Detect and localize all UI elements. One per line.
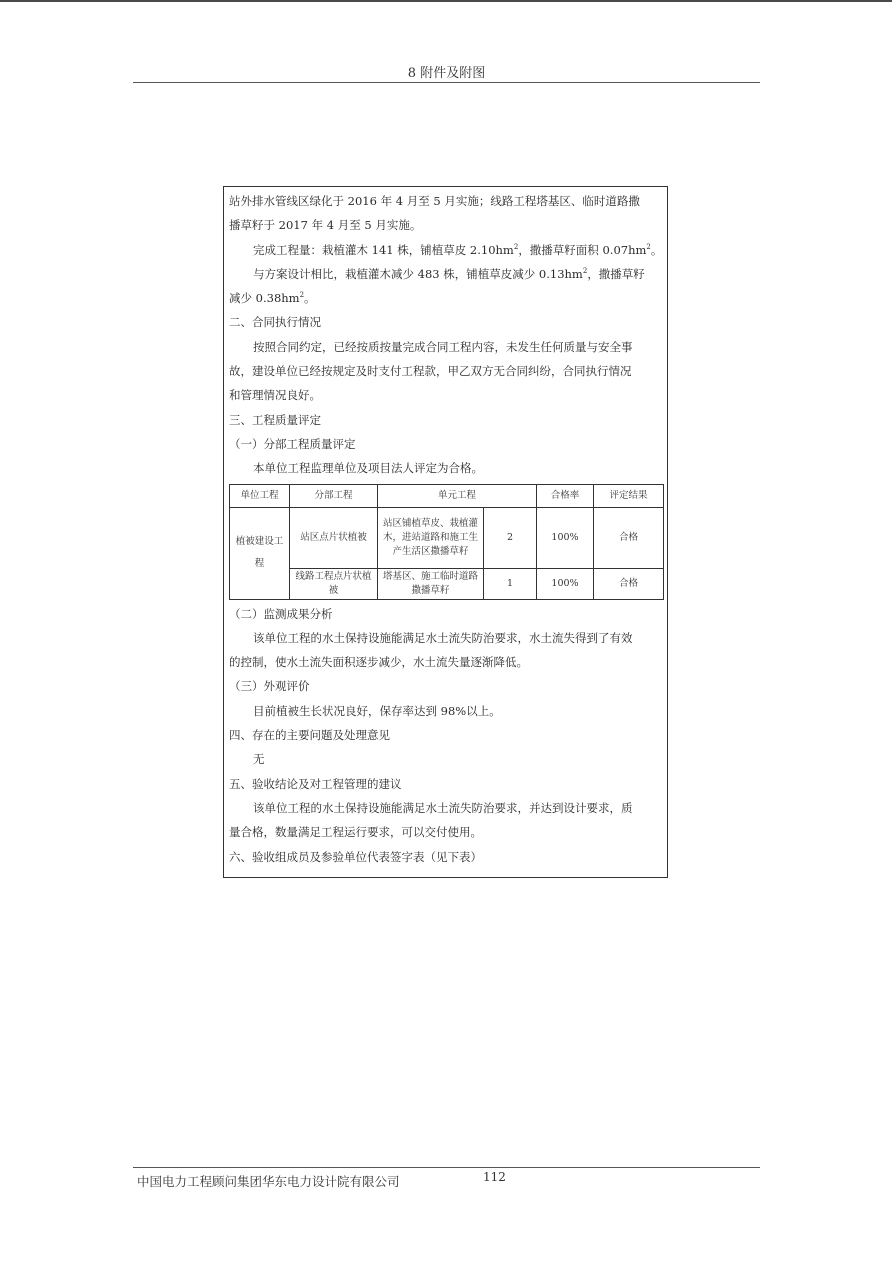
quality-assessment-table [229,484,664,600]
result-cell: 合格 [594,507,664,568]
section-heading: 二、合同执行情况 [229,315,321,330]
pass-rate-cell: 100% [537,507,594,568]
text-fragment: 完成工程量：栽植灌木 141 株，铺植草皮 2.10hm [253,242,514,257]
text-line: 站外排水管线区绿化于 2016 年 4 月至 5 月实施；线路工程塔基区、临时道路撒 [229,194,640,208]
subsection-heading: （三）外观评价 [229,679,310,694]
result-cell: 合格 [594,568,664,599]
section-heading: 五、验收结论及对工程管理的建议 [229,776,402,791]
text-fragment: ，撒播草籽 [587,266,645,281]
superscript: 2 [646,242,651,251]
table-row [230,507,664,568]
header-divider [133,82,760,83]
element-cell: 站区铺植草皮、栽植灌木，进站道路和施工生产生活区撒播草籽 [378,507,484,568]
text-line: 和管理情况良好。 [229,388,321,403]
text-fragment: 减少 0.38hm [229,291,300,306]
text-fragment: 与方案设计相比，栽植灌木减少 483 株，铺植草皮减少 0.13hm [253,266,583,281]
text-line: 本单位工程监理单位及项目法人评定为合格。 [253,461,483,476]
page-number: 112 [483,1170,506,1184]
text-fragment: 。 [650,242,662,257]
text-line: 该单位工程的水土保持设施能满足水土流失防治要求，并达到设计要求，质 [253,800,633,815]
text-line: 播草籽于 2017 年 4 月至 5 月实施。 [229,218,422,233]
table-header-row [230,484,664,507]
text-line: 无 [253,752,265,767]
division-cell: 线路工程点片状植被 [290,568,378,599]
count-cell: 2 [484,507,537,568]
table-header-cell: 评定结果 [594,484,664,507]
section-heading: 六、验收组成员及参验单位代表签字表（见下表） [229,849,482,864]
footer-divider [133,1167,760,1168]
table-header-cell: 单位工程 [230,484,290,507]
top-border-line [0,0,892,2]
page-header-title: 8 附件及附图 [407,66,486,81]
table-header-cell: 合格率 [537,484,594,507]
text-line: 量合格，数量满足工程运行要求，可以交付使用。 [229,825,482,840]
text-line: 故，建设单位已经按规定及时支付工程款，甲乙双方无合同纠纷，合同执行情况 [229,364,632,379]
element-cell: 塔基区、施工临时道路撒播草籽 [378,568,484,599]
superscript: 2 [513,242,519,251]
comparison-line [229,262,662,286]
subsection-heading: （二）监测成果分析 [229,606,333,621]
completed-quantity-line [229,238,662,262]
comparison-line-cont [229,286,662,310]
table-header-cell: 单元工程 [378,484,537,507]
superscript: 2 [299,291,305,300]
text-fragment: ，撒播草籽面积 0.07hm [518,242,647,257]
section-heading: 四、存在的主要问题及处理意见 [229,728,390,743]
text-line: 按照合同约定，已经按质按量完成合同工程内容，未发生任何质量与安全事 [253,339,633,354]
text-line: 该单位工程的水土保持设施能满足水土流失防治要求，水土流失得到了有效 [253,630,633,645]
unit-project-cell: 植被建设工程 [230,507,290,599]
content-frame [223,186,668,878]
text-line: 的控制，使水土流失面积逐步减少，水土流失量逐渐降低。 [229,655,528,670]
superscript: 2 [582,266,588,275]
section-heading: 三、工程质量评定 [229,412,321,427]
pass-rate-cell: 100% [537,568,594,599]
table-row [230,568,664,599]
text-fragment: 。 [304,291,316,306]
subsection-heading: （一）分部工程质量评定 [229,436,356,451]
table-header-cell: 分部工程 [290,484,378,507]
text-line: 目前植被生长状况良好，保存率达到 98%以上。 [253,703,501,718]
footer-company-name: 中国电力工程顾问集团华东电力设计院有限公司 [137,1174,400,1189]
division-cell: 站区点片状植被 [290,507,378,568]
count-cell: 1 [484,568,537,599]
